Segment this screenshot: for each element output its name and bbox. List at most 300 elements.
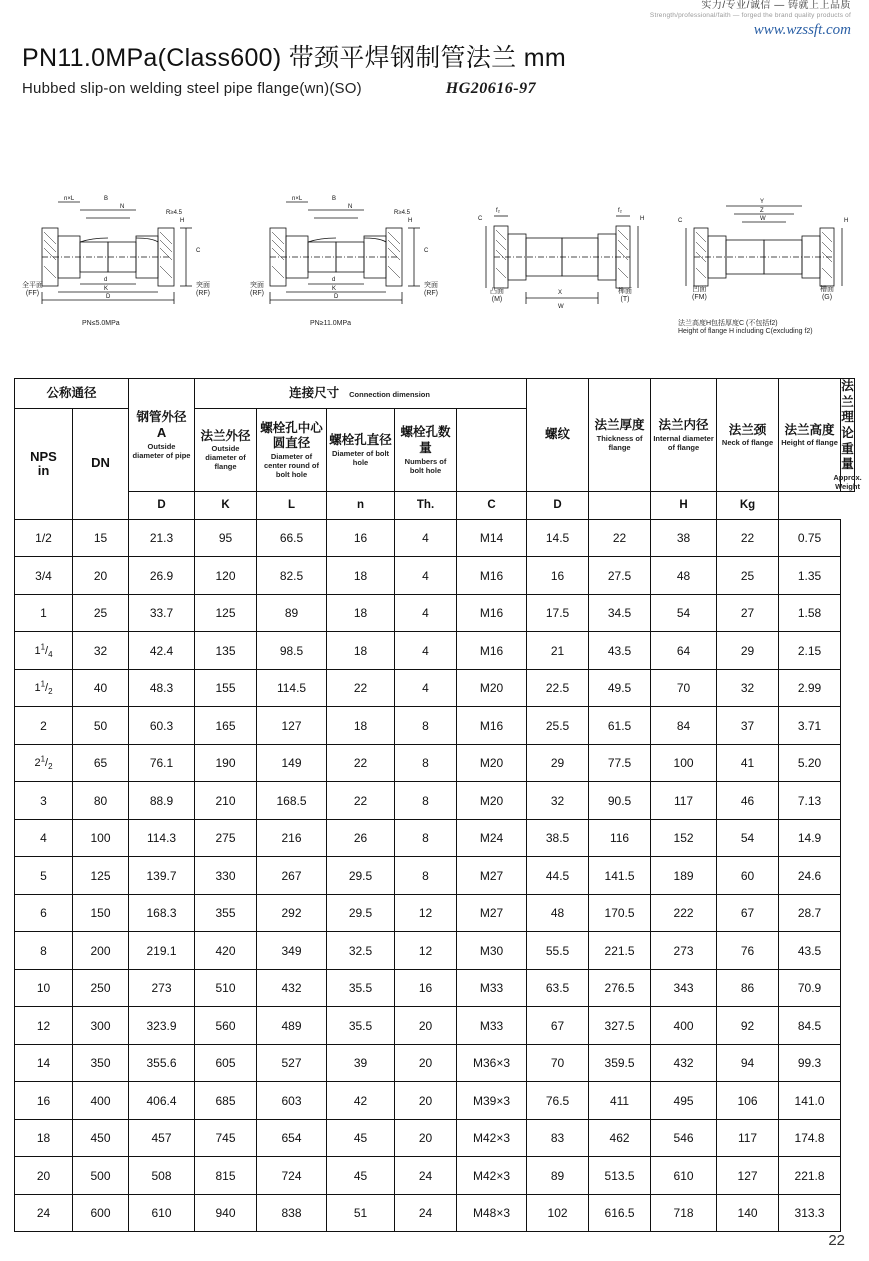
table-cell: 55.5 [527, 932, 589, 970]
symbol-thread: Th. [395, 491, 457, 519]
svg-text:n×L: n×L [292, 196, 303, 202]
svg-text:N: N [348, 204, 353, 210]
table-cell: 28.7 [779, 894, 841, 932]
table-cell: 70.9 [779, 969, 841, 1007]
table-cell: 560 [195, 1007, 257, 1045]
svg-text:n×L: n×L [64, 196, 75, 202]
table-cell: 155 [195, 669, 257, 707]
svg-text:C: C [678, 218, 683, 224]
table-cell: 1.58 [779, 594, 841, 632]
table-cell: 355 [195, 894, 257, 932]
table-cell: 89 [527, 1157, 589, 1195]
drawing2-label-rf-right: 突面 (RF) [424, 282, 438, 297]
table-cell: 94 [717, 1044, 779, 1082]
svg-text:K: K [104, 286, 109, 292]
table-cell: 22.5 [527, 669, 589, 707]
table-cell: 8 [395, 782, 457, 820]
svg-text:Z: Z [760, 208, 764, 214]
table-cell: 82.5 [257, 557, 327, 595]
table-cell: 27 [717, 594, 779, 632]
table-cell: M24 [457, 819, 527, 857]
table-cell: 70 [527, 1044, 589, 1082]
table-cell: 114.3 [129, 819, 195, 857]
drawing1-label-ff: 全平面 (FF) [22, 282, 43, 297]
table-cell: 76 [717, 932, 779, 970]
table-cell: 4 [15, 819, 73, 857]
drawing3-label-male: 凸面 (M) [490, 288, 504, 303]
table-row [15, 1157, 855, 1195]
header-thread: 螺纹 [527, 379, 589, 492]
table-cell: 313.3 [779, 1194, 841, 1232]
table-cell: 100 [73, 819, 129, 857]
table-cell: 50 [73, 707, 129, 745]
header-nominal-diameter: 公称通径 [15, 379, 129, 409]
table-cell: 462 [589, 1119, 651, 1157]
table-cell: 38 [651, 519, 717, 557]
header-flange-thickness: 法兰厚度 Thickness of flange [589, 379, 651, 492]
table-cell: 45 [327, 1157, 395, 1195]
table-cell: M14 [457, 519, 527, 557]
symbol-height: H [651, 491, 717, 519]
table-cell: 20 [395, 1119, 457, 1157]
table-cell: 61.5 [589, 707, 651, 745]
svg-text:C: C [196, 248, 201, 254]
svg-text:N: N [120, 204, 125, 210]
table-cell: 20 [15, 1157, 73, 1195]
table-cell: 24.6 [779, 857, 841, 895]
drawing-female-groove-face [676, 180, 856, 340]
table-cell: M16 [457, 594, 527, 632]
svg-text:Y: Y [760, 199, 765, 205]
table-cell: 489 [257, 1007, 327, 1045]
flange-spec-table-body [15, 519, 855, 1232]
table-cell: 80 [73, 782, 129, 820]
table-cell: 54 [717, 819, 779, 857]
table-cell: 35.5 [327, 1007, 395, 1045]
header-dn: DN [73, 409, 129, 520]
table-cell: 34.5 [589, 594, 651, 632]
table-cell: M36×3 [457, 1044, 527, 1082]
table-row [15, 819, 855, 857]
table-cell: M20 [457, 782, 527, 820]
table-cell: 4 [395, 557, 457, 595]
header-pipe-od: 钢管外径 A Outside diameter of pipe [129, 379, 195, 492]
table-cell: 76.1 [129, 744, 195, 782]
table-cell: 450 [73, 1119, 129, 1157]
table-cell: 24 [395, 1157, 457, 1195]
table-cell: 14.9 [779, 819, 841, 857]
table-cell: 18 [15, 1119, 73, 1157]
table-cell: 135 [195, 632, 257, 670]
table-cell: 355.6 [129, 1044, 195, 1082]
brand-slogan-en: Strength/professional/faith — forged the brand quality products of [649, 11, 851, 19]
page-subtitle: Hubbed slip-on welding steel pipe flange(wn)(SO) [22, 80, 362, 97]
table-cell: 406.4 [129, 1082, 195, 1120]
table-cell: 5.20 [779, 744, 841, 782]
table-cell: 495 [651, 1082, 717, 1120]
table-cell: 219.1 [129, 932, 195, 970]
table-cell: 1/2 [15, 519, 73, 557]
table-cell: 8 [395, 744, 457, 782]
table-cell: 65 [73, 744, 129, 782]
table-cell: 8 [15, 932, 73, 970]
table-cell: 349 [257, 932, 327, 970]
table-row [15, 557, 855, 595]
table-cell: $1^1/_2$ [15, 669, 73, 707]
table-cell: 45 [327, 1119, 395, 1157]
svg-text:R≥4.5: R≥4.5 [166, 210, 182, 216]
table-cell: 70 [651, 669, 717, 707]
table-cell: 14 [15, 1044, 73, 1082]
table-cell: 67 [717, 894, 779, 932]
table-cell: 411 [589, 1082, 651, 1120]
table-cell: 29 [527, 744, 589, 782]
table-cell: 92 [717, 1007, 779, 1045]
table-cell: 40 [73, 669, 129, 707]
table-cell: 221.8 [779, 1157, 841, 1195]
svg-text:C: C [478, 216, 483, 222]
header-thread-spacer [457, 409, 527, 492]
page-title-block [22, 38, 847, 98]
table-cell: 12 [15, 1007, 73, 1045]
table-cell: 54 [651, 594, 717, 632]
table-cell: 3 [15, 782, 73, 820]
table-cell: 86 [717, 969, 779, 1007]
table-cell: 125 [195, 594, 257, 632]
table-cell: 44.5 [527, 857, 589, 895]
table-cell: 149 [257, 744, 327, 782]
table-cell: 22 [589, 519, 651, 557]
header-flange-internal-diameter: 法兰内径 Internal diameter of flange [651, 379, 717, 492]
table-cell: 610 [651, 1157, 717, 1195]
svg-text:B: B [332, 196, 337, 202]
table-row [15, 1194, 855, 1232]
table-cell: 275 [195, 819, 257, 857]
table-cell: 25.5 [527, 707, 589, 745]
table-cell: 39 [327, 1044, 395, 1082]
header-bolt-circle-diameter: 螺栓孔中心圆直径 Diameter of center round of bolt hole [257, 409, 327, 492]
table-cell: 127 [257, 707, 327, 745]
table-cell: 654 [257, 1119, 327, 1157]
table-row [15, 594, 855, 632]
table-cell: 18 [327, 632, 395, 670]
table-cell: 4 [395, 669, 457, 707]
page-number: 22 [828, 1232, 845, 1249]
table-row [15, 519, 855, 557]
table-cell: 25 [717, 557, 779, 595]
table-cell: 106 [717, 1082, 779, 1120]
drawing2-pressure-note: PN≥11.0MPa [310, 320, 352, 327]
svg-text:X: X [558, 290, 563, 296]
table-cell: 83 [527, 1119, 589, 1157]
table-cell: 99.3 [779, 1044, 841, 1082]
table-cell: 300 [73, 1007, 129, 1045]
table-cell: 84.5 [779, 1007, 841, 1045]
symbol-weight: Kg [717, 491, 779, 519]
table-cell: M27 [457, 857, 527, 895]
table-cell: 139.7 [129, 857, 195, 895]
table-cell: M48×3 [457, 1194, 527, 1232]
table-row [15, 707, 855, 745]
table-row [15, 782, 855, 820]
symbol-bolt-circle: K [195, 491, 257, 519]
svg-text:W: W [558, 304, 564, 310]
table-cell: 84 [651, 707, 717, 745]
table-cell: 24 [395, 1194, 457, 1232]
table-cell: 168.3 [129, 894, 195, 932]
table-cell: 7.13 [779, 782, 841, 820]
table-row [15, 1007, 855, 1045]
table-cell: 350 [73, 1044, 129, 1082]
svg-text:H: H [640, 216, 645, 222]
svg-text:H: H [408, 218, 413, 224]
table-cell: 610 [129, 1194, 195, 1232]
table-cell: 327.5 [589, 1007, 651, 1045]
technical-drawings-strip [12, 180, 857, 340]
table-cell: 685 [195, 1082, 257, 1120]
table-cell: 29.5 [327, 857, 395, 895]
drawing-male-tongue-face [472, 180, 662, 340]
symbol-bolt-hole-dia: L [257, 491, 327, 519]
table-cell: 18 [327, 707, 395, 745]
table-cell: M27 [457, 894, 527, 932]
table-cell: 27.5 [589, 557, 651, 595]
drawing3-label-tongue: 榫面 (T) [618, 288, 632, 303]
svg-text:K: K [332, 286, 337, 292]
header-nps: NPS in [15, 409, 73, 520]
table-cell: 141.5 [589, 857, 651, 895]
table-cell: 90.5 [589, 782, 651, 820]
table-cell: 718 [651, 1194, 717, 1232]
table-cell: 4 [395, 594, 457, 632]
table-cell: 16 [327, 519, 395, 557]
table-cell: 250 [73, 969, 129, 1007]
svg-text:H: H [180, 218, 185, 224]
table-cell: 20 [395, 1082, 457, 1120]
table-cell: 174.8 [779, 1119, 841, 1157]
table-cell: 815 [195, 1157, 257, 1195]
table-cell: 17.5 [527, 594, 589, 632]
table-cell: 77.5 [589, 744, 651, 782]
table-cell: 10 [15, 969, 73, 1007]
table-cell: 32 [73, 632, 129, 670]
table-cell: 76.5 [527, 1082, 589, 1120]
table-cell: 0.75 [779, 519, 841, 557]
table-cell: 616.5 [589, 1194, 651, 1232]
table-cell: 48 [651, 557, 717, 595]
svg-text:C: C [424, 248, 429, 254]
table-row [15, 857, 855, 895]
table-cell: 273 [129, 969, 195, 1007]
table-cell: 20 [73, 557, 129, 595]
table-cell: 165 [195, 707, 257, 745]
table-cell: 724 [257, 1157, 327, 1195]
table-cell: 12 [395, 894, 457, 932]
table-cell: $2^1/_2$ [15, 744, 73, 782]
table-cell: 168.5 [257, 782, 327, 820]
table-cell: M33 [457, 1007, 527, 1045]
table-cell: 18 [327, 594, 395, 632]
table-cell: 46 [717, 782, 779, 820]
table-cell: 66.5 [257, 519, 327, 557]
table-cell: 150 [73, 894, 129, 932]
table-cell: 38.5 [527, 819, 589, 857]
drawing1-label-rf: 突面 (RF) [196, 282, 210, 297]
table-cell: 32.5 [327, 932, 395, 970]
header-flange-height: 法兰高度 Height of flange [779, 379, 841, 492]
symbol-thickness: C [457, 491, 527, 519]
table-cell: $1^1/_4$ [15, 632, 73, 670]
table-cell: 838 [257, 1194, 327, 1232]
table-cell: 420 [195, 932, 257, 970]
table-cell: 5 [15, 857, 73, 895]
table-cell: 26.9 [129, 557, 195, 595]
svg-text:f₂: f₂ [618, 208, 622, 214]
table-cell: 37 [717, 707, 779, 745]
table-cell: 43.5 [779, 932, 841, 970]
table-cell: 21.3 [129, 519, 195, 557]
svg-text:D: D [334, 294, 339, 300]
table-cell: 48.3 [129, 669, 195, 707]
header-bolt-hole-count: 螺栓孔数量 Numbers of bolt hole [395, 409, 457, 492]
table-cell: 400 [651, 1007, 717, 1045]
table-cell: 125 [73, 857, 129, 895]
header-bolt-hole-diameter: 螺栓孔直径 Diameter of bolt hole [327, 409, 395, 492]
table-cell: 117 [651, 782, 717, 820]
table-cell: 432 [257, 969, 327, 1007]
table-cell: M42×3 [457, 1157, 527, 1195]
table-cell: 114.5 [257, 669, 327, 707]
table-cell: 21 [527, 632, 589, 670]
table-cell: 603 [257, 1082, 327, 1120]
table-cell: M16 [457, 632, 527, 670]
table-cell: 359.5 [589, 1044, 651, 1082]
drawing2-label-rf-left: 突面 (RF) [250, 282, 264, 297]
table-cell: M20 [457, 669, 527, 707]
svg-text:d: d [332, 277, 336, 283]
table-row [15, 744, 855, 782]
table-cell: 32 [717, 669, 779, 707]
table-cell: 2.99 [779, 669, 841, 707]
brand-website-url: www.wzssft.com [753, 21, 851, 38]
table-cell: 189 [651, 857, 717, 895]
table-cell: 273 [651, 932, 717, 970]
svg-text:D: D [106, 294, 111, 300]
table-cell: 16 [527, 557, 589, 595]
table-cell: 64 [651, 632, 717, 670]
table-cell: 2 [15, 707, 73, 745]
table-cell: 25 [73, 594, 129, 632]
table-cell: 120 [195, 557, 257, 595]
drawing-ff-rf-low-pressure [20, 180, 230, 340]
table-cell: 141.0 [779, 1082, 841, 1120]
table-cell: 20 [395, 1044, 457, 1082]
table-cell: 42.4 [129, 632, 195, 670]
table-cell: 323.9 [129, 1007, 195, 1045]
standard-code: HG20616-97 [445, 80, 537, 97]
header-approx-weight: 法兰理论重量 Approx. Weight [833, 379, 862, 491]
table-cell: 100 [651, 744, 717, 782]
flange-spec-table-wrap [14, 378, 862, 1232]
table-cell: 32 [527, 782, 589, 820]
drawing4-label-groove: 槽面 (G) [820, 286, 834, 301]
table-cell: 605 [195, 1044, 257, 1082]
table-cell: M16 [457, 557, 527, 595]
table-cell: 292 [257, 894, 327, 932]
table-cell: 221.5 [589, 932, 651, 970]
table-cell: 745 [195, 1119, 257, 1157]
table-cell: 4 [395, 632, 457, 670]
table-cell: M42×3 [457, 1119, 527, 1157]
drawing1-pressure-note: PN≤5.0MPa [82, 320, 120, 327]
table-row [15, 669, 855, 707]
symbol-bolt-hole-count: n [327, 491, 395, 519]
table-cell: 98.5 [257, 632, 327, 670]
table-cell: 513.5 [589, 1157, 651, 1195]
table-cell: 2.15 [779, 632, 841, 670]
header-flange-od: 法兰外径 Outside diameter of flange [195, 409, 257, 492]
table-cell: 8 [395, 707, 457, 745]
table-cell: 4 [395, 519, 457, 557]
table-row [15, 1119, 855, 1157]
table-cell: 29 [717, 632, 779, 670]
svg-text:B: B [104, 196, 109, 202]
table-cell: 48 [527, 894, 589, 932]
table-cell: 200 [73, 932, 129, 970]
table-cell: 500 [73, 1157, 129, 1195]
table-cell: 15 [73, 519, 129, 557]
table-cell: 343 [651, 969, 717, 1007]
table-cell: 1.35 [779, 557, 841, 595]
table-cell: 170.5 [589, 894, 651, 932]
table-cell: 60 [717, 857, 779, 895]
svg-text:R≥4.5: R≥4.5 [394, 210, 410, 216]
table-cell: 222 [651, 894, 717, 932]
table-cell: 88.9 [129, 782, 195, 820]
table-cell: 267 [257, 857, 327, 895]
table-cell: 116 [589, 819, 651, 857]
table-cell: 1 [15, 594, 73, 632]
table-cell: 152 [651, 819, 717, 857]
table-cell: 8 [395, 857, 457, 895]
drawing-rf-high-pressure [248, 180, 458, 340]
table-cell: 330 [195, 857, 257, 895]
svg-text:f₂: f₂ [496, 208, 500, 214]
table-cell: 14.5 [527, 519, 589, 557]
table-cell: 51 [327, 1194, 395, 1232]
table-cell: 117 [717, 1119, 779, 1157]
table-cell: 210 [195, 782, 257, 820]
table-cell: 457 [129, 1119, 195, 1157]
table-cell: 102 [527, 1194, 589, 1232]
table-cell: 3/4 [15, 557, 73, 595]
table-cell: 3.71 [779, 707, 841, 745]
table-cell: 546 [651, 1119, 717, 1157]
table-cell: 63.5 [527, 969, 589, 1007]
table-cell: 22 [327, 669, 395, 707]
table-cell: 400 [73, 1082, 129, 1120]
table-cell: 8 [395, 819, 457, 857]
svg-text:W: W [760, 216, 766, 222]
table-row [15, 1044, 855, 1082]
flange-spec-table [14, 378, 862, 1232]
svg-text:H: H [844, 218, 849, 224]
table-cell: M30 [457, 932, 527, 970]
drawing4-height-note: 法兰高度H包括厚度C (不包括f2) Height of flange H including C(excluding f2) [678, 320, 813, 335]
symbol-internal-dia: D [527, 491, 589, 519]
header-flange-neck: 法兰颈 Neck of flange [717, 379, 779, 492]
brand-slogan-cn: 实力/专业/诚信 — 铸就上上品质 [701, 0, 851, 11]
